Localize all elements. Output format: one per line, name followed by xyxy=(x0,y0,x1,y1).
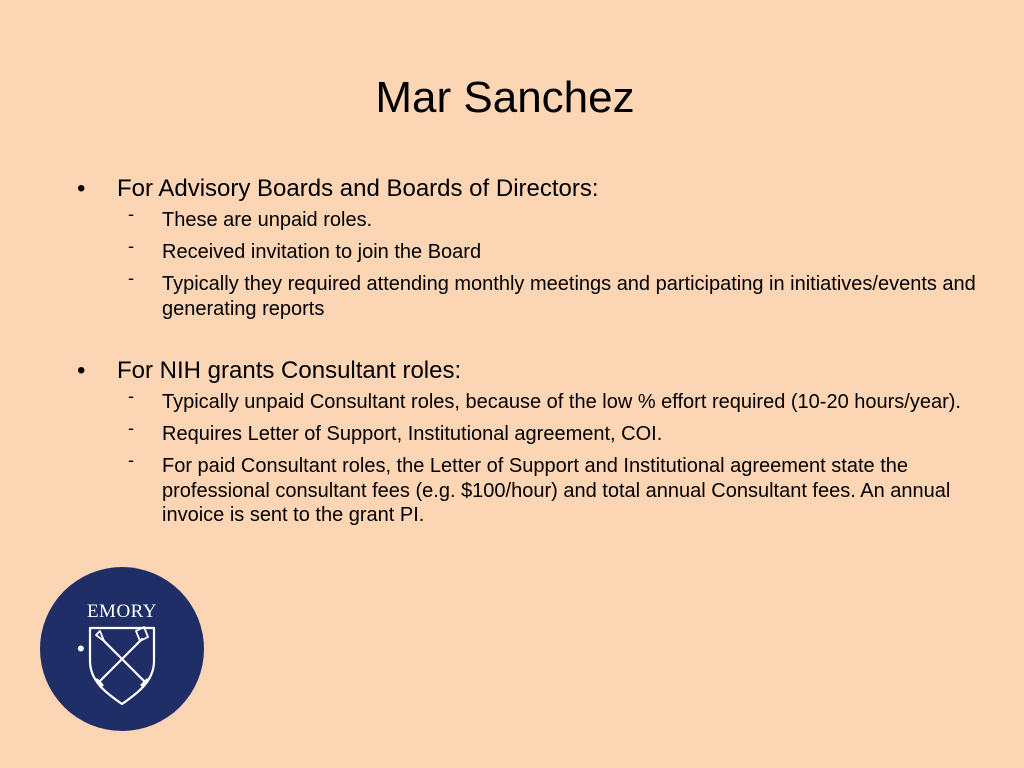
sub-marker: - xyxy=(128,268,134,288)
sub-marker: - xyxy=(128,386,134,406)
sub-item xyxy=(72,418,982,447)
bullet-advisory-boards xyxy=(72,170,982,321)
sub-list xyxy=(72,386,982,528)
bullet-marker: • xyxy=(77,357,86,384)
sub-list xyxy=(72,204,982,321)
bullet-item xyxy=(72,170,982,208)
slide-body xyxy=(72,170,982,535)
sub-item xyxy=(72,450,982,528)
sub-marker: - xyxy=(128,450,134,470)
sub-item xyxy=(72,236,982,265)
sub-item-text: Typically they required attending monthly meetings and participating in initiatives/events and generating reports xyxy=(162,273,976,320)
sub-item-text: Requires Letter of Support, Institutional agreement, COI. xyxy=(162,423,663,445)
bullet-text: For NIH grants Consultant roles: xyxy=(117,357,462,384)
sub-marker: - xyxy=(128,418,134,438)
sub-item xyxy=(72,386,982,415)
bullet-item xyxy=(72,352,982,390)
logo-wordmark: EMORY xyxy=(86,601,158,622)
sub-item-text: Typically unpaid Consultant roles, because of the low % effort required (10-20 hours/year). xyxy=(162,391,961,413)
slide-title: Mar Sanchez xyxy=(375,73,635,122)
sub-marker: - xyxy=(128,204,134,224)
emory-logo xyxy=(40,567,204,731)
bullet-marker: • xyxy=(77,175,86,202)
stray-bullet-marker: • xyxy=(77,636,85,661)
sub-marker: - xyxy=(128,236,134,256)
sub-item-text: For paid Consultant roles, the Letter of Support and Institutional agreement state the professional consultant fees (e.g. $100/hour) and total annual Consultant fees. An annual invoice is sent to the grant PI. xyxy=(162,455,951,526)
bullet-text: For Advisory Boards and Boards of Directors: xyxy=(117,175,599,202)
logo-circle xyxy=(40,567,204,731)
bullet-nih-grants xyxy=(72,352,982,528)
sub-item-text: Received invitation to join the Board xyxy=(162,241,482,263)
sub-item xyxy=(72,268,982,321)
sub-item-text: These are unpaid roles. xyxy=(162,209,373,231)
sub-item xyxy=(72,204,982,233)
